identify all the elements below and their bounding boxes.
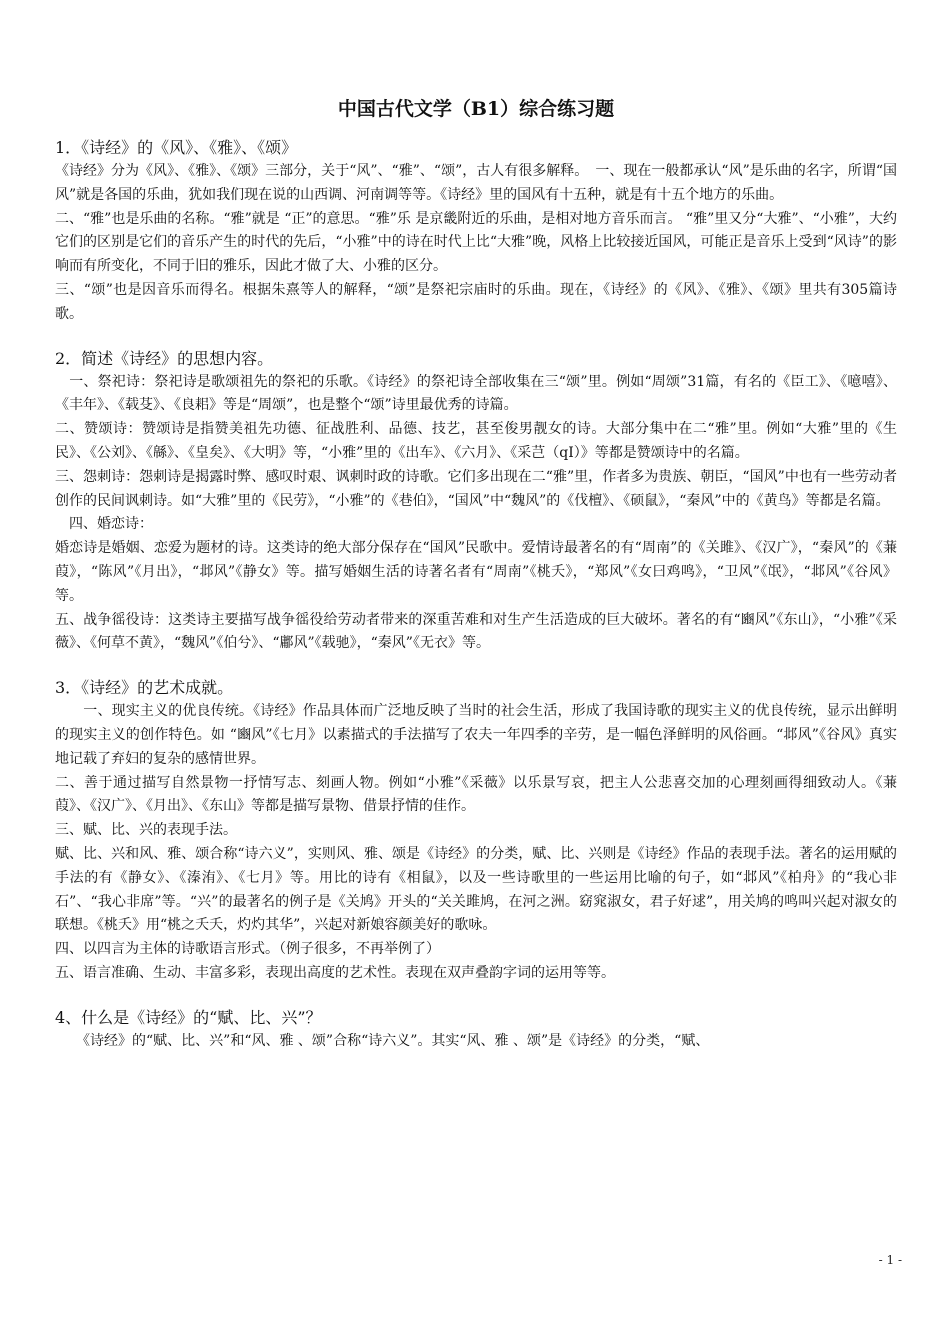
paragraph: 《诗经》的“赋、比、兴”和“风、雅 、颂”合称“诗六义”。其实“风、雅 、颂”是《诗经》的分类，“赋、 — [55, 1032, 710, 1049]
paragraph: 二、赞颂诗：赞颂诗是指赞美祖先功德、征战胜利、品德、技艺，甚至俊男靓女的诗。大部分集中在二“雅”里。例如“大雅”里的《生民》、《公刘》、《緜》、《皇矣》、《大明》等，“小雅”里的《出车》、《六月》、《采芑（qI）》等都是赞颂诗中的名篇。 — [55, 421, 897, 461]
section-heading: 3．《诗经》的艺术成就。 — [55, 678, 234, 698]
section-2 — [55, 347, 897, 657]
paragraph: 二、善于通过描写自然景物一抒情写志、刻画人物。例如“小雅”《采薇》以乐景写哀，把主人公悲喜交加的心理刻画得细致动人。《蒹葭》、《汉广》、《月出》、《东山》等都是描写景物、借景抒情的佳作。 — [55, 774, 897, 815]
section-4 — [55, 1006, 897, 1054]
document-page — [55, 96, 897, 1054]
paragraph: 三、“颂”也是因音乐而得名。根据朱熹等人的解释，“颂”是祭祀宗庙时的乐曲。现在，《诗经》的《风》、《雅》、《颂》里共有305篇诗歌。 — [55, 281, 897, 322]
paragraph: 五、战争徭役诗：这类诗主要描写战争徭役给劳动者带来的深重苦难和对生产生活造成的巨大破坏。著名的有“豳风”《东山》，“小雅”《采薇》、《何草不黄》，“魏风”《伯兮》、“鄘风”《载驰》，“秦风”《无衣》等。 — [55, 611, 897, 652]
section-1 — [55, 136, 897, 327]
section-heading: 2．简述《诗经》的思想内容。 — [55, 348, 274, 368]
paragraph: 三、怨刺诗：怨刺诗是揭露时弊、感叹时艰、讽刺时政的诗歌。它们多出现在二“雅”里，作者多为贵族、朝臣，“国风”中也有一些劳动者创作的民间讽刺诗。如“大雅”里的《民劳》，“小雅”的《巷伯》，“国风”中“魏风”的《伐檀》、《硕鼠》，“秦风”中的《黄鸟》等都是名篇。 — [55, 468, 897, 509]
paragraph: 婚恋诗是婚姻、恋爱为题材的诗。这类诗的绝大部分保存在“国风”民歌中。爱情诗最著名的有“周南”的《关雎》、《汉广》，“秦风”的《蒹葭》，“陈风”《月出》，“邶风”《静女》等。描写婚姻生活的诗著名者有“周南”《桃夭》，“郑风”《女曰鸡鸣》，“卫风”《氓》，“邶风”《谷风》等。 — [55, 540, 897, 604]
paragraph: 《诗经》分为《风》、《雅》、《颂》三部分，关于“风”、“雅”、“颂”，古人有很多解释。 一、现在一般都承认“风”是乐曲的名字，所谓“国风”就是各国的乐曲，犹如我们现在说的山西调、河南调等等。《诗经》里的国风有十五种，就是有十五个地方的乐曲。 — [55, 163, 897, 203]
section-heading: 1．《诗经》的《风》、《雅》、《颂》 — [55, 138, 298, 157]
paragraph: 五、语言准确、生动、丰富多彩，表现出高度的艺术性。表现在双声叠韵字词的运用等等。 — [55, 964, 615, 981]
page-number: - 1 - — [878, 1253, 902, 1267]
paragraph: 三、赋、比、兴的表现手法。 — [55, 822, 237, 839]
section-3 — [55, 676, 897, 986]
page-title: 中国古代文学（B1）综合练习题 — [337, 98, 615, 120]
paragraph: 二、“雅”也是乐曲的名称。“雅”就是 “正”的意思。“雅”乐 是京畿附近的乐曲，是相对地方音乐而言。 “雅”里又分“大雅”、“小雅”，大约它们的区别是它们的音乐产生的时代的先后，“小雅”中的诗在时代上比“大雅”晚，风格上比较接近国风，可能正是音乐上受到“风诗”的影响而有所变化，不同于旧的雅乐，因此才做了大、小雅的区分。 — [55, 210, 897, 275]
paragraph: 赋、比、兴和风、雅、颂合称“诗六义”，实则风、雅、颂是《诗经》的分类，赋、比、兴则是《诗经》作品的表现手法。著名的运用赋的手法的有《静女》、《溱洧》、《七月》等。用比的诗有《相鼠》，以及一些诗歌里的一些运用比喻的句子，如“邶风”《柏舟》的“我心非石”、“我心非席”等。“兴”的最著名的例子是《关鸠》开头的“关关雎鸠，在河之洲。窈窕淑女，君子好逑”，用关鸠的鸣叫兴起对淑女的联想。《桃夭》用“桃之夭夭，灼灼其华”，兴起对新娘容颜美好的歌咏。 — [55, 845, 897, 934]
paragraph: 四、婚恋诗： — [55, 516, 153, 533]
paragraph: 一、祭祀诗：祭祀诗是歌颂祖先的祭祀的乐歌。《诗经》的祭祀诗全部收集在三“颂”里。例如“周颂”31篇，有名的《臣工》、《噫嘻》、《丰年》、《载芟》、《良耜》等是“周颂”，也是整个“颂”诗里最优秀的诗篇。 — [55, 373, 897, 414]
section-heading: 4、什么是《诗经》的“赋、比、兴”？ — [55, 1007, 322, 1027]
paragraph: 一、现实主义的优良传统。《诗经》作品具体而广泛地反映了当时的社会生活，形成了我国诗歌的现实主义的优良传统，显示出鲜明的现实主义的创作特色。如 “豳风”《七月》以素描式的手法描写了农夫一年四季的辛劳，是一幅色泽鲜明的风俗画。“邶风”《谷风》真实地记载了弃妇的复杂的感情世界。 — [55, 703, 897, 767]
paragraph: 四、以四言为主体的诗歌语言形式。（例子很多，不再举例了） — [55, 941, 440, 958]
